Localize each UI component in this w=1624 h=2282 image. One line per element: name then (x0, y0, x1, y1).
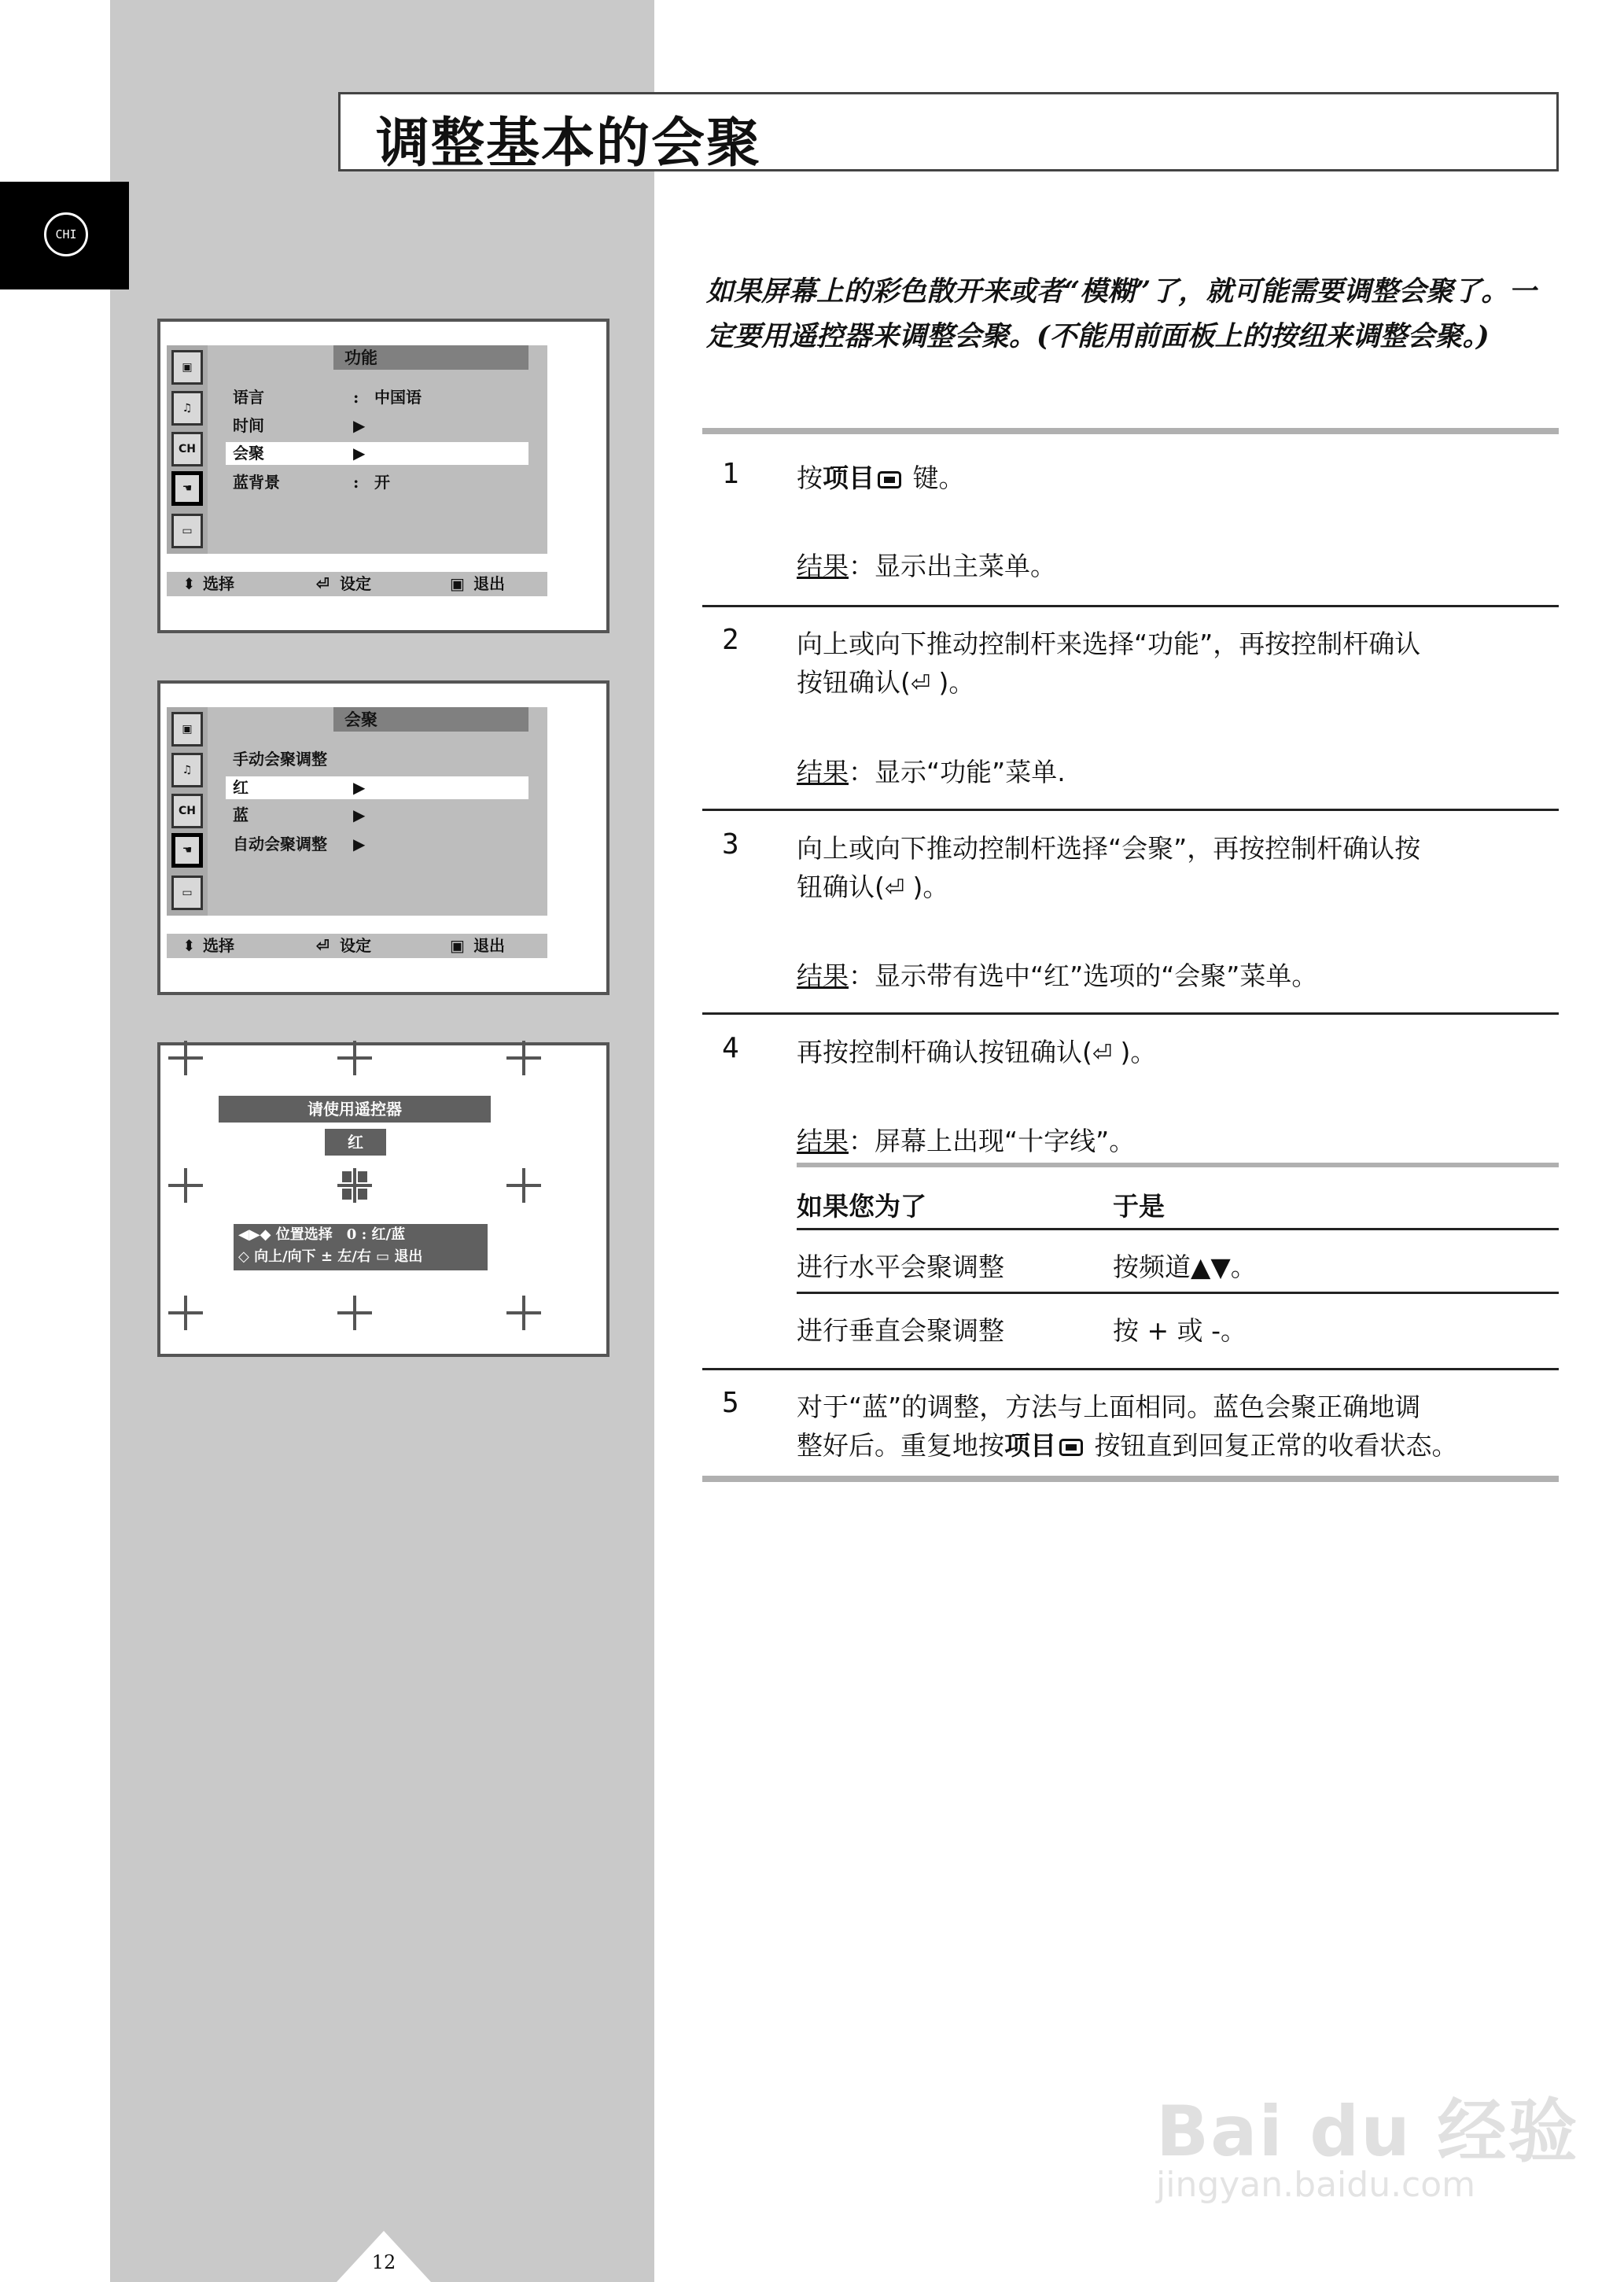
menu-item[interactable]: 自动会聚调整 ▶ (233, 835, 366, 853)
page-number: 12 (371, 2251, 396, 2273)
divider (702, 1476, 1559, 1482)
step-text: 对于“蓝”的调整，方法与上面相同。蓝色会聚正确地调 (797, 1392, 1421, 1422)
osd-crosshair-screen (157, 1042, 609, 1357)
step-number: 2 (722, 624, 739, 656)
enter-icon: ⏎ (910, 670, 931, 698)
menu-item[interactable]: 语言 : 中国语 (233, 388, 422, 407)
divider (797, 1163, 1559, 1167)
intro-text: 如果屏幕上的彩色散开来或者“模糊”了，就可能需要调整会聚了。一定要用遥控器来调整会聚。(不能用前面板上的按纽来调整会聚。) (706, 275, 1537, 352)
divider (797, 1228, 1559, 1230)
menu-title: 功能 (333, 345, 528, 370)
crosshair-icon (168, 1168, 203, 1203)
step-text: 向上或向下推动控制杆选择“会聚”，再按控制杆确认按 (797, 833, 1421, 864)
osd-help-box (234, 1224, 488, 1270)
menu-key-icon (878, 471, 901, 488)
step-number: 4 (722, 1032, 739, 1064)
table-cell: 按 + 或 -。 (1113, 1315, 1247, 1346)
channel-icon: CH (171, 432, 203, 466)
enter-icon: ⏎ (316, 936, 330, 955)
divider (702, 1012, 1559, 1015)
language-tab-label: CHI (44, 212, 88, 256)
osd-convergence-menu (157, 680, 609, 995)
step-number: 3 (722, 828, 739, 861)
step-result: 结果：屏幕上出现“十字线”。 (797, 1126, 1136, 1156)
menu-icon-bar (167, 345, 208, 554)
sound-icon: ♫ (171, 753, 203, 787)
crosshair-icon (168, 1041, 203, 1075)
step-text: 整好后。重复地按项目 按钮直到回复正常的收看状态。 (797, 1430, 1458, 1461)
menu-key-icon (1059, 1439, 1083, 1456)
step-result: 结果：显示“功能”菜单. (797, 757, 1066, 787)
crosshair-icon (506, 1168, 541, 1203)
menu-item[interactable]: 蓝 ▶ (233, 806, 366, 824)
menu-title: 会聚 (333, 707, 528, 732)
table-cell: 按频道▲▼。 (1113, 1252, 1257, 1282)
sound-icon: ♫ (171, 391, 203, 426)
step-result: 结果：显示出主菜单。 (797, 551, 1056, 581)
step-number: 1 (722, 458, 739, 490)
menu-footer: ⬍ 选择 ⏎ 设定 ▣ 退出 (167, 572, 547, 596)
divider (702, 1368, 1559, 1370)
divider (702, 809, 1559, 811)
enter-icon: ⏎ (884, 875, 905, 902)
page-title: 调整基本的会聚 (376, 112, 762, 175)
step-number: 5 (722, 1387, 739, 1419)
menu-item-selected[interactable]: 红 ▶ (226, 776, 528, 799)
crosshair-icon (506, 1296, 541, 1330)
osd-help-line: ◀▶◆ 位置选择 0 : 红/蓝 (238, 1226, 406, 1243)
function-icon: ☚ (171, 833, 203, 868)
table-cell: 进行水平会聚调整 (797, 1252, 1004, 1282)
menu-item[interactable]: 手动会聚调整 (233, 750, 327, 769)
osd-function-menu (157, 319, 609, 633)
updown-icon: ⬍ (182, 936, 196, 955)
step-result: 结果：显示带有选中“红”选项的“会聚”菜单。 (797, 960, 1318, 991)
table-header: 如果您为了 (797, 1191, 926, 1222)
table-cell: 进行垂直会聚调整 (797, 1315, 1004, 1346)
crosshair-icon (168, 1296, 203, 1330)
menu-panel (167, 345, 547, 554)
menu-key-icon: ▣ (450, 936, 465, 955)
step-text: 按项目 键。 (797, 463, 965, 493)
enter-icon: ⏎ (1092, 1040, 1113, 1067)
tv-icon: ▭ (171, 514, 203, 548)
crosshair-icon (337, 1296, 372, 1330)
menu-item[interactable]: 时间 ▶ (233, 416, 366, 435)
tv-icon: ▭ (171, 876, 203, 910)
table-header: 于是 (1113, 1191, 1165, 1222)
step-text: 按钮确认(⏎ )。 (797, 667, 975, 698)
menu-icon-bar (167, 707, 208, 916)
crosshair-icon (506, 1041, 541, 1075)
divider (702, 605, 1559, 607)
watermark: Bai du 经验 (1156, 2091, 1579, 2172)
picture-icon: ▣ (171, 350, 203, 385)
step-text: 向上或向下推动控制杆来选择“功能”，再按控制杆确认 (797, 629, 1421, 659)
picture-icon: ▣ (171, 712, 203, 747)
step-text: 再按控制杆确认按钮确认(⏎ )。 (797, 1037, 1157, 1067)
menu-item[interactable]: 蓝背景 : 开 (233, 473, 390, 492)
menu-footer: ⬍ 选择 ⏎ 设定 ▣ 退出 (167, 934, 547, 958)
menu-panel (167, 707, 547, 916)
osd-help-line: ◇ 向上/向下 ± 左/右 ▭ 退出 (238, 1248, 423, 1265)
osd-color-label: 红 (325, 1129, 386, 1156)
center-crosshair-icon (337, 1168, 372, 1203)
divider (797, 1292, 1559, 1294)
channel-icon: CH (171, 794, 203, 828)
menu-key-icon: ▣ (450, 574, 465, 593)
watermark-url: jingyan.baidu.com (1156, 2165, 1476, 2205)
function-icon: ☚ (171, 471, 203, 506)
step-text: 钮确认(⏎ )。 (797, 872, 949, 902)
menu-item-selected[interactable]: 会聚 ▶ (226, 442, 528, 465)
updown-icon: ⬍ (182, 574, 196, 593)
osd-banner: 请使用遥控器 (219, 1096, 491, 1123)
divider (702, 428, 1559, 434)
enter-icon: ⏎ (316, 574, 330, 593)
crosshair-icon (337, 1041, 372, 1075)
